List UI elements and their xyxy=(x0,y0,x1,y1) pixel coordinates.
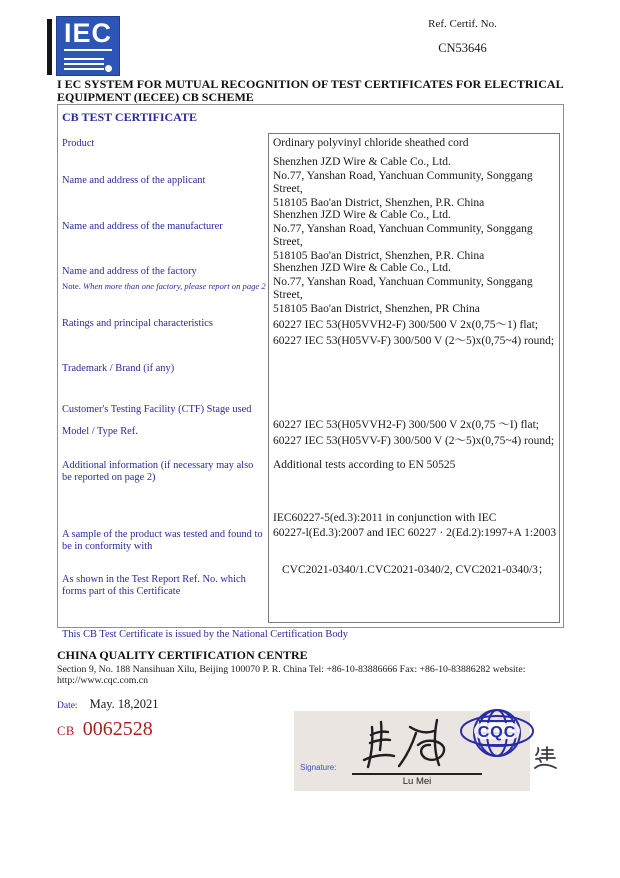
label-model-type-ref: Model / Type Ref. xyxy=(62,426,138,437)
value-product: Ordinary polyvinyl chloride sheathed cord xyxy=(273,137,469,149)
signature-label: Signature: xyxy=(300,763,337,772)
factory-line2: No.77, Yanshan Road, Yanchuan Community, Songgang Street, xyxy=(273,275,533,301)
value-applicant-address xyxy=(273,156,557,210)
value-conformity-standards xyxy=(273,511,557,540)
factory-note-text: When more than one factory, please report on page 2 xyxy=(83,281,266,291)
signatory-name: Lu Mei xyxy=(402,776,432,787)
label-test-report: As shown in the Test Report Ref. No. which forms part of this Certificate xyxy=(62,574,246,597)
factory-note-prefix: Note. xyxy=(62,281,81,291)
label-conformity: A sample of the product was tested and found to be in conformity with xyxy=(62,529,263,552)
value-additional-info: Additional tests according to EN 50525 xyxy=(273,459,456,471)
iec-logo-spine xyxy=(47,19,52,75)
label-applicant: Name and address of the applicant xyxy=(62,175,206,186)
label-additional-info: Additional information (if necessary may also be reported on page 2) xyxy=(62,460,254,483)
ratings-line1: 60227 IEC 53(H05VVH2-F) 300/500 V 2x(0,75〜1) flat; xyxy=(273,319,539,331)
cb-number: 0062528 xyxy=(82,718,153,740)
issued-by-statement: This CB Test Certificate is issued by the National Certification Body xyxy=(62,629,348,640)
ref-certif-block xyxy=(400,18,525,56)
value-ratings xyxy=(273,317,557,349)
cb-certificate-number xyxy=(57,718,153,741)
factory-line1: Shenzhen JZD Wire & Cable Co., Ltd. xyxy=(273,262,451,274)
cb-prefix: CB xyxy=(57,724,75,738)
factory-line3: 518105 Bao'an District, Shenzhen, PR China xyxy=(273,302,480,315)
label-product: Product xyxy=(62,138,95,149)
model-line1: 60227 IEC 53(H05VVH2-F) 300/500 V 2x(0,75 〜I) flat; xyxy=(273,419,539,431)
label-trademark: Trademark / Brand (if any) xyxy=(62,363,175,374)
jian-stamp-character xyxy=(531,744,559,772)
ratings-line2: 60227 IEC 53(H05VV-F) 300/500 V (2〜5)x(0,75~4) round; xyxy=(273,335,555,347)
value-model-type-ref xyxy=(273,417,557,449)
cqc-logo xyxy=(458,703,536,763)
iec-logo-dot xyxy=(105,65,112,72)
iec-logo-square xyxy=(56,16,120,76)
ncb-name: CHINA QUALITY CERTIFICATION CENTRE xyxy=(57,648,308,662)
iec-logo-lines xyxy=(64,58,104,73)
label-ratings: Ratings and principal characteristics xyxy=(62,318,213,329)
applicant-line3: 518105 Bao'an District, Shenzhen, P.R. China xyxy=(273,196,485,209)
iec-logo-text: IEC xyxy=(64,18,112,51)
manufacturer-line1: Shenzhen JZD Wire & Cable Co., Ltd. xyxy=(273,209,451,221)
value-factory-address xyxy=(273,262,557,316)
applicant-line1: Shenzhen JZD Wire & Cable Co., Ltd. xyxy=(273,156,451,168)
cqc-logo-text: CQC xyxy=(477,724,517,741)
conformity-line1: IEC60227-5(ed.3):2011 in conjunction with IEC xyxy=(273,512,497,524)
certificate-box xyxy=(57,104,564,628)
label-factory: Name and address of the factory xyxy=(62,266,197,277)
ncb-address: Section 9, No. 188 Nansihuan Xilu, Beijing 100070 P. R. China Tel: +86-10-83886666 Fax: +86-10-83886282 website: http://www.cqc.com.cn xyxy=(57,664,526,686)
iec-logo xyxy=(47,16,125,78)
ref-certif-label: Ref. Certif. No. xyxy=(428,18,497,30)
date-row xyxy=(57,695,159,713)
certificate-title: CB TEST CERTIFICATE xyxy=(62,110,197,124)
applicant-line2: No.77, Yanshan Road, Yanchuan Community, Songgang Street, xyxy=(273,169,533,195)
value-test-report-refs: CVC2021-0340/1.CVC2021-0340/2, CVC2021-0340/3； xyxy=(282,564,550,576)
manufacturer-line2: No.77, Yanshan Road, Yanchuan Community, Songgang Street, xyxy=(273,222,533,248)
manufacturer-line3: 518105 Bao'an District, Shenzhen, P.R. China xyxy=(273,249,485,262)
date-label: Date: xyxy=(57,701,78,711)
conformity-line2: 60227-l(Ed.3):2007 and IEC 60227 · 2(Ed.2):1997+A 1:2003 xyxy=(273,526,557,539)
date-value: May. 18,2021 xyxy=(89,697,159,711)
label-manufacturer: Name and address of the manufacturer xyxy=(62,221,223,232)
signature-line xyxy=(352,773,482,775)
label-ctf-stage: Customer's Testing Facility (CTF) Stage used xyxy=(62,404,252,415)
values-box xyxy=(268,133,560,623)
scheme-title: I EC SYSTEM FOR MUTUAL RECOGNITION OF TEST CERTIFICATES FOR ELECTRICAL EQUIPMENT (IECEE) CB SCHEME xyxy=(57,77,563,104)
ref-certif-number: CN53646 xyxy=(438,41,487,55)
value-manufacturer-address xyxy=(273,209,557,263)
model-line2: 60227 IEC 53(H05VV-F) 300/500 V (2〜5)x(0,75~4) round; xyxy=(273,435,555,447)
factory-note xyxy=(62,281,268,291)
